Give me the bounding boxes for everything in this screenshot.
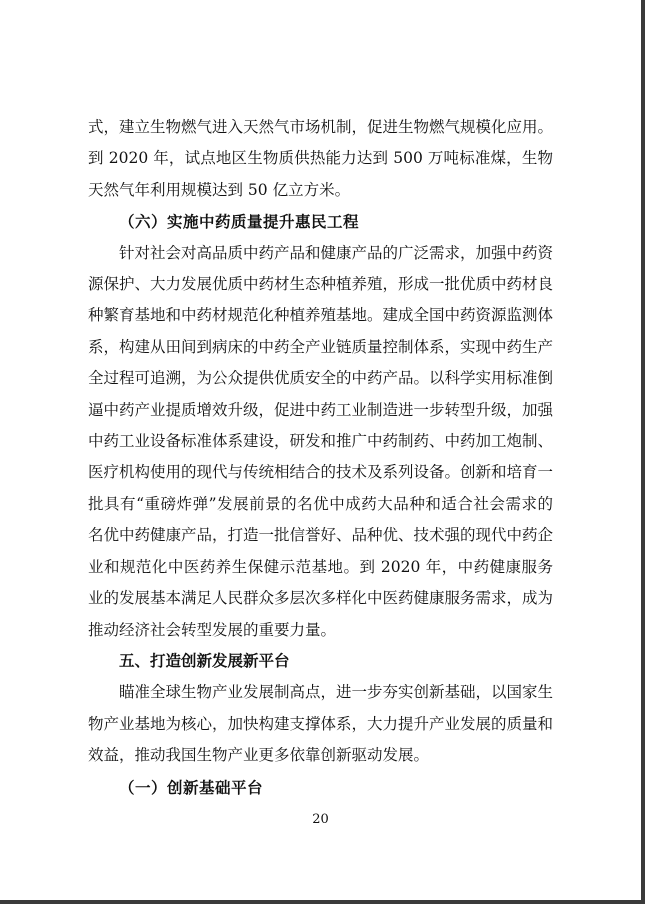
page-number: 20: [312, 812, 329, 827]
chapter-heading-innovation-platform: 五、打造创新发展新平台: [119, 651, 290, 670]
page-body: [88, 112, 553, 803]
section-heading-tcm-quality: （六）实施中药质量提升惠民工程: [119, 212, 360, 232]
section-heading-innovation-foundation: （一）创新基础平台: [119, 777, 264, 797]
paragraph-biogas-continued: 式，建立生物燃气进入天然气市场机制，促进生物燃气规模化应用。到 2020 年，试点地区生物质供热能力达到 500 万吨标准煤，生物天然气年利用规模达到 50 亿立方米。: [88, 118, 554, 199]
paragraph-tcm-quality: 针对社会对高品质中药产品和健康产品的广泛需求，加强中药资源保护、大力发展优质中药材生态种植养殖，形成一批优质中药材良种繁育基地和中药材规范化种植养殖基地。建成全国中药资源监测体系，构建从田间到病床的中药全产业链质量控制体系，实现中药生产全过程可追溯，为公众提供优质安全的中药产品。以科学实用标准倒逼中药产业提质增效升级，促进中药工业制造进一步转型升级，加强中药工业设备标准体系建设，研发和推广中药制药、中药加工炮制、医疗机构使用的现代与传统相结合的技术及系列设备。创新和培育一批具有“重磅炸弹”发展前景的名优中成药大品种和适合社会需求的名优中药健康产品，打造一批信誉好、品种优、技术强的现代中药企业和规范化中医药养生保健示范基地。到 2020 年，中药健康服务业的发展基本满足人民群众多层次多样化中医药健康服务需求，成为推动经济社会转型发展的重要力量。: [88, 243, 554, 639]
paragraph-innovation-intro: 瞄准全球生物产业发展制高点，进一步夯实创新基础，以国家生物产业基地为核心，加快构建支撑体系，大力提升产业发展的质量和效益，推动我国生物产业更多依靠创新驱动发展。: [88, 683, 554, 765]
